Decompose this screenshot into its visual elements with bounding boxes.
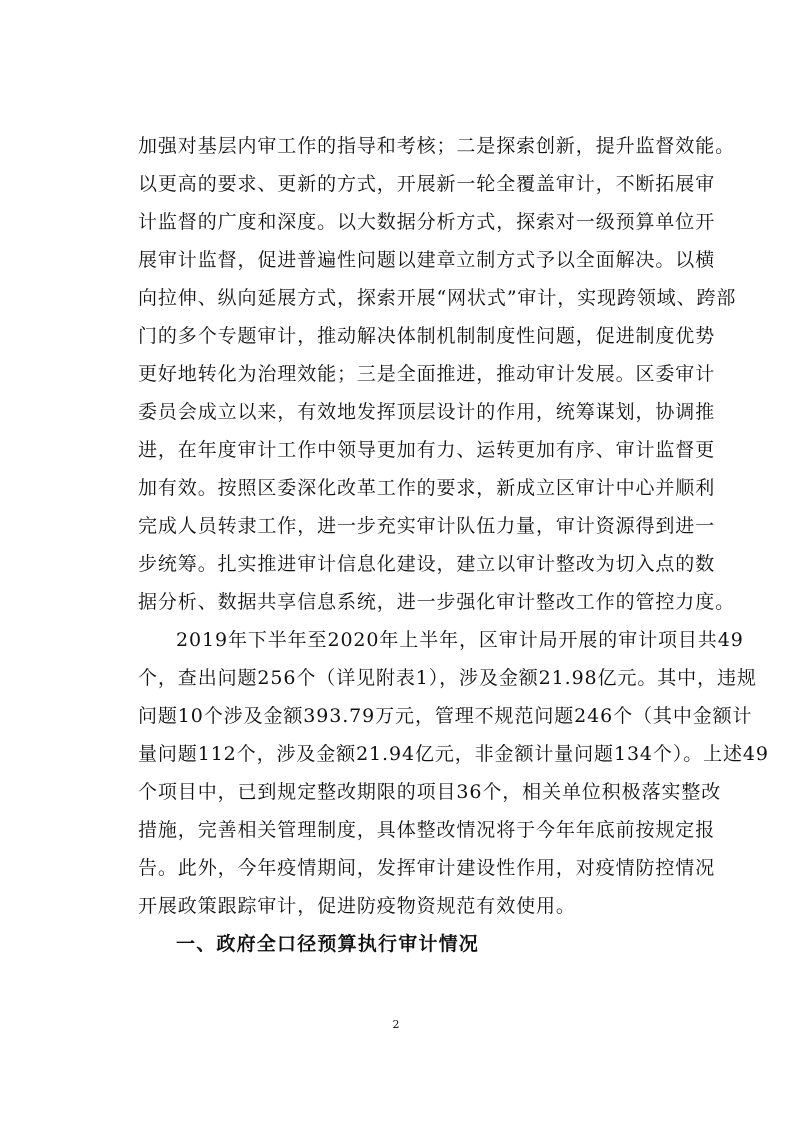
paragraph-line: 开展政策跟踪审计，促进防疫物资规范有效使用。 xyxy=(138,895,576,917)
paragraph-line: 更好地转化为治理效能；三是全面推进，推动审计发展。区委审计 xyxy=(138,363,716,385)
section-heading: 一、政府全口径预算执行审计情况 xyxy=(176,933,480,955)
paragraph-line: 加有效。按照区委深化改革工作的要求，新成立区审计中心并顺利 xyxy=(138,477,716,499)
paragraph-line: 问题10个涉及金额393.79万元，管理不规范问题246个（其中金额计 xyxy=(138,705,753,727)
paragraph-line: 计监督的广度和深度。以大数据分析方式，探索对一级预算单位开 xyxy=(138,211,716,233)
paragraph-line: 向拉伸、纵向延展方式，探索开展“网状式”审计，实现跨领域、跨部 xyxy=(138,287,737,309)
paragraph-line: 门的多个专题审计，推动解决体制机制制度性问题，促进制度优势 xyxy=(138,325,716,347)
paragraph-line: 措施，完善相关管理制度，具体整改情况将于今年年底前按规定报 xyxy=(138,819,716,841)
paragraph-line: 量问题112个，涉及金额21.94亿元，非金额计量问题134个）。上述49 xyxy=(138,743,769,765)
paragraph-line: 据分析、数据共享信息系统，进一步强化审计整改工作的管控力度。 xyxy=(138,591,736,613)
paragraph-line: 进，在年度审计工作中领导更加有力、运转更加有序、审计监督更 xyxy=(138,439,716,461)
paragraph-line: 2019年下半年至2020年上半年，区审计局开展的审计项目共49 xyxy=(176,629,744,651)
paragraph-line: 告。此外，今年疫情期间，发挥审计建设性作用，对疫情防控情况 xyxy=(138,857,716,879)
paragraph-line: 加强对基层内审工作的指导和考核；二是探索创新，提升监督效能。 xyxy=(138,135,736,157)
paragraph-line: 步统筹。扎实推进审计信息化建设，建立以审计整改为切入点的数 xyxy=(138,553,716,575)
paragraph-line: 完成人员转隶工作，进一步充实审计队伍力量，审计资源得到进一 xyxy=(138,515,716,537)
paragraph-line: 以更高的要求、更新的方式，开展新一轮全覆盖审计，不断拓展审 xyxy=(138,173,716,195)
paragraph-line: 个，查出问题256个（详见附表1），涉及金额21.98亿元。其中，违规 xyxy=(138,667,757,689)
paragraph-line: 个项目中，已到规定整改期限的项目36个，相关单位积极落实整改 xyxy=(138,781,722,803)
page-number: 2 xyxy=(392,1018,400,1031)
paragraph-line: 委员会成立以来，有效地发挥顶层设计的作用，统筹谋划，协调推 xyxy=(138,401,716,423)
paragraph-line: 展审计监督，促进普遍性问题以建章立制方式予以全面解决。以横 xyxy=(138,249,716,271)
